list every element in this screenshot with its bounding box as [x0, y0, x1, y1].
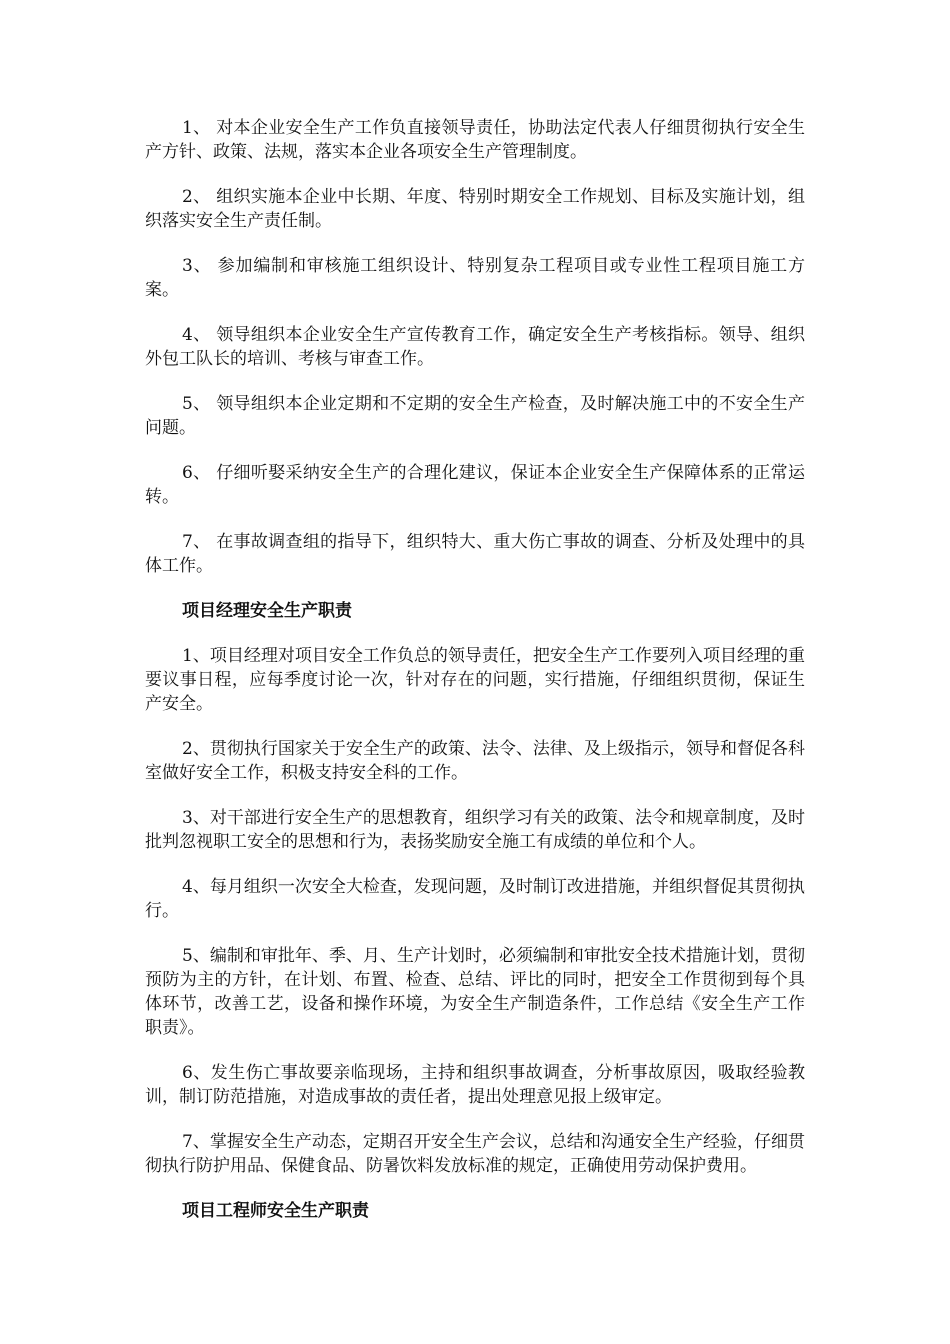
pm-paragraph-4: 4、每月组织一次安全大检查，发现问题，及时制订改进措施，并组织督促其贯彻执行。 — [145, 877, 805, 921]
pm-paragraph-2: 2、贯彻执行国家关于安全生产的政策、法令、法律、及上级指示，领导和督促各科室做好安全工作，积极支持安全科的工作。 — [145, 739, 805, 783]
paragraph-1: 1、 对本企业安全生产工作负直接领导责任，协助法定代表人仔细贯彻执行安全生产方针、政策、法规，落实本企业各项安全生产管理制度。 — [145, 118, 805, 162]
pm-paragraph-3: 3、对干部进行安全生产的思想教育，组织学习有关的政策、法令和规章制度，及时批判忽视职工安全的思想和行为，表扬奖励安全施工有成绩的单位和个人。 — [145, 808, 805, 852]
paragraph-7: 7、 在事故调查组的指导下，组织特大、重大伤亡事故的调查、分析及处理中的具体工作。 — [145, 532, 805, 576]
paragraph-3: 3、 参加编制和审核施工组织设计、特别复杂工程项目或专业性工程项目施工方案。 — [145, 256, 805, 300]
section-heading-project-manager: 项目经理安全生产职责 — [182, 601, 352, 621]
pm-paragraph-6: 6、发生伤亡事故要亲临现场，主持和组织事故调查，分析事故原因，吸取经验教训，制订防范措施，对造成事故的责任者，提出处理意见报上级审定。 — [145, 1063, 805, 1107]
paragraph-5: 5、 领导组织本企业定期和不定期的安全生产检查，及时解决施工中的不安全生产问题。 — [145, 394, 805, 438]
section-heading-project-engineer: 项目工程师安全生产职责 — [182, 1201, 369, 1221]
paragraph-4: 4、 领导组织本企业安全生产宣传教育工作，确定安全生产考核指标。领导、组织外包工队长的培训、考核与审查工作。 — [145, 325, 805, 369]
pm-paragraph-1: 1、项目经理对项目安全工作负总的领导责任，把安全生产工作要列入项目经理的重要议事日程，应每季度讨论一次，针对存在的问题，实行措施，仔细组织贯彻，保证生产安全。 — [145, 646, 805, 714]
paragraph-6: 6、 仔细听娶采纳安全生产的合理化建议，保证本企业安全生产保障体系的正常运转。 — [145, 463, 805, 507]
pm-paragraph-7: 7、掌握安全生产动态，定期召开安全生产会议，总结和沟通安全生产经验，仔细贯彻执行防护用品、保健食品、防暑饮料发放标准的规定，正确使用劳动保护费用。 — [145, 1132, 805, 1176]
document-page — [145, 116, 805, 1244]
pm-paragraph-5: 5、编制和审批年、季、月、生产计划时，必须编制和审批安全技术措施计划，贯彻预防为主的方针，在计划、布置、检查、总结、评比的同时，把安全工作贯彻到每个具体环节，改善工艺，设备和操作环境，为安全生产制造条件，工作总结《安全生产工作职责》。 — [145, 946, 805, 1038]
paragraph-2: 2、 组织实施本企业中长期、年度、特别时期安全工作规划、目标及实施计划，组织落实安全生产责任制。 — [145, 187, 805, 231]
